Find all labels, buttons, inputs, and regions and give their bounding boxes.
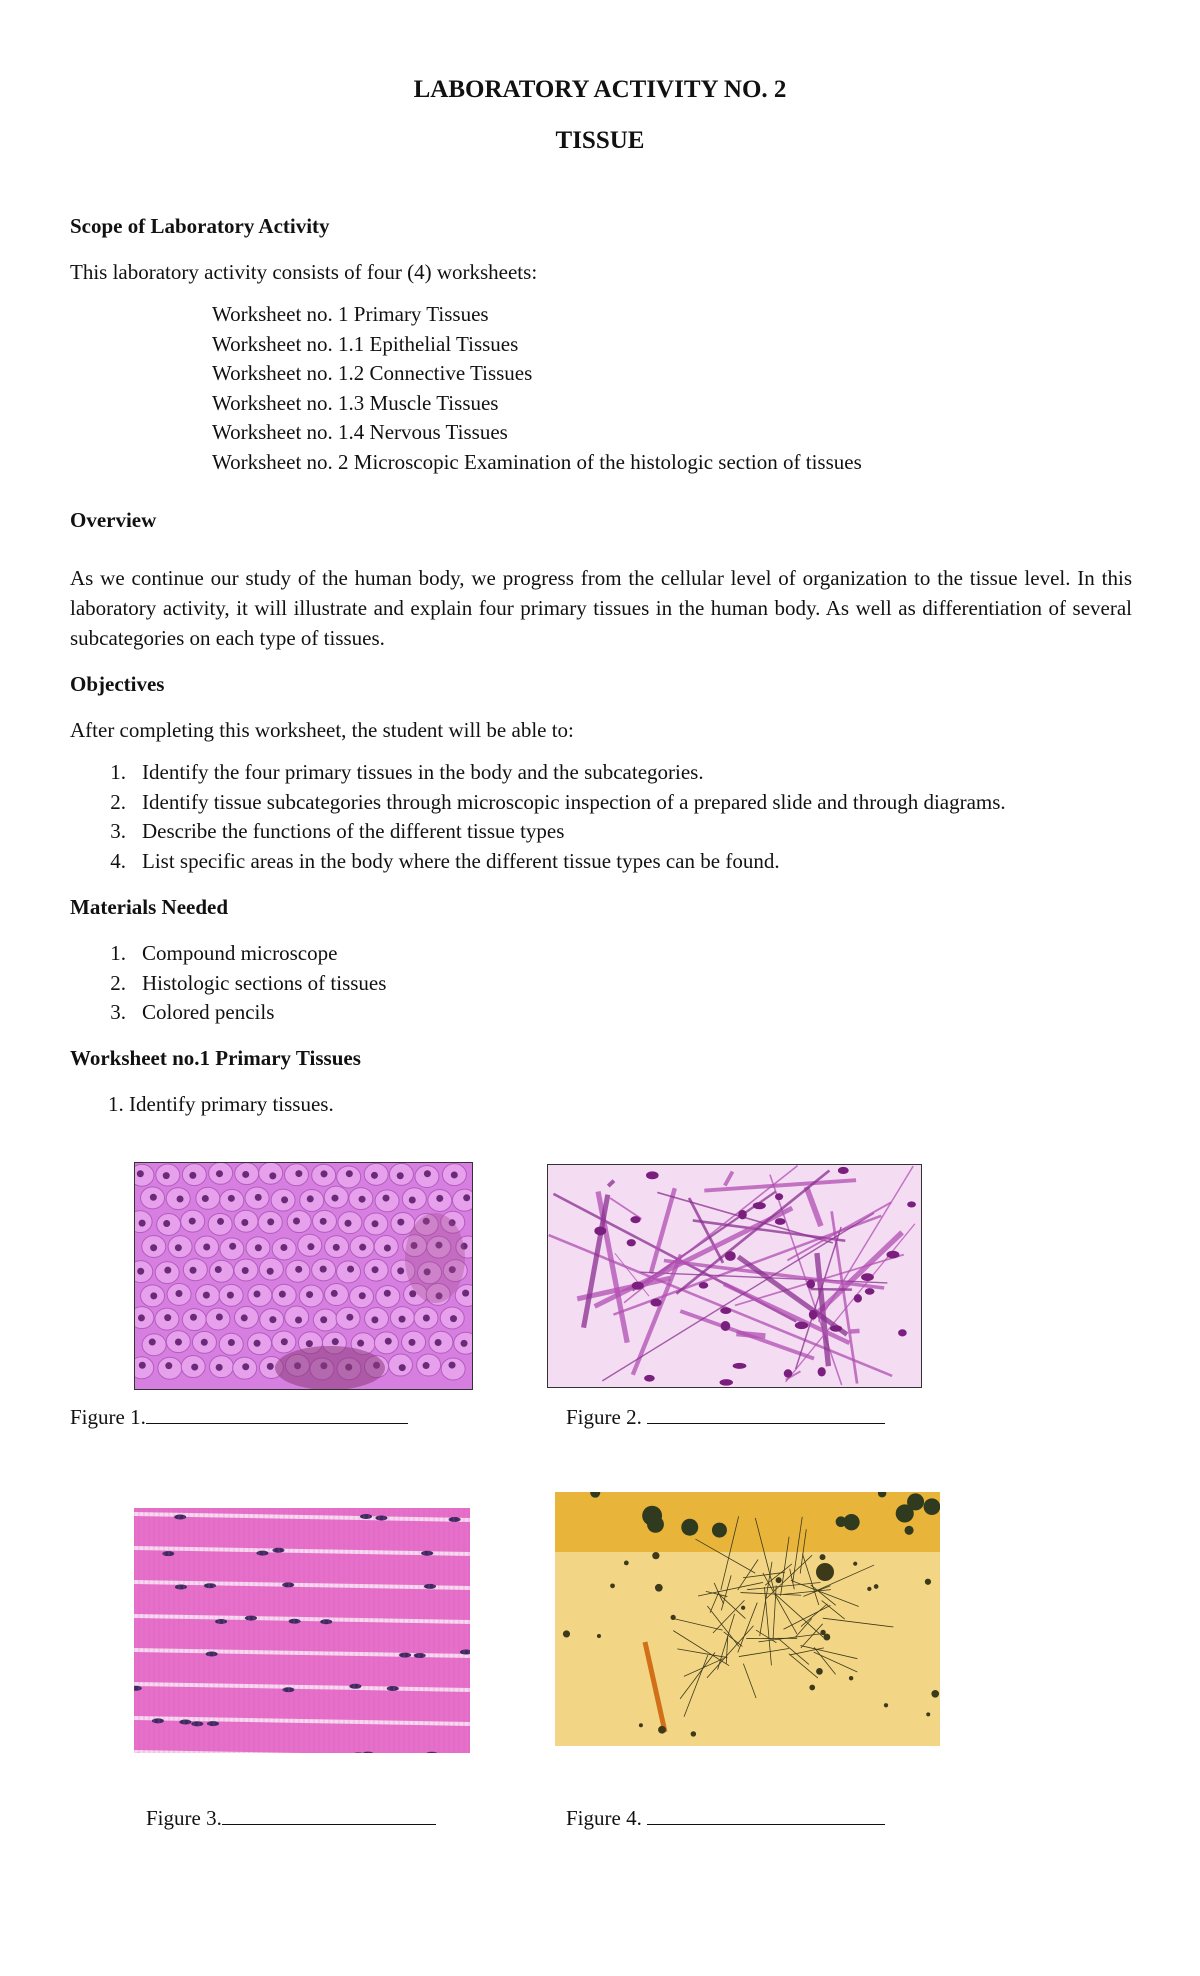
page-title: LABORATORY ACTIVITY NO. 2 <box>413 76 787 103</box>
worksheet-list-item: Worksheet no. 1.4 Nervous Tissues <box>212 420 508 445</box>
list-item: 2. Identify tissue subcategories through microscopic inspection of a prepared slide and through diagrams. <box>110 789 1006 814</box>
nervous-tissue-image <box>555 1492 940 1746</box>
objectives-intro: After completing this worksheet, the student will be able to: <box>70 718 574 742</box>
worksheet-list <box>212 300 862 478</box>
overview-heading: Overview <box>70 508 157 532</box>
figure-4-caption: Figure 4. <box>566 1804 885 1834</box>
materials-heading: Materials Needed <box>70 895 229 919</box>
epithelial-tissue-image <box>134 1162 473 1390</box>
worksheet-list-item: Worksheet no. 1.3 Muscle Tissues <box>212 390 499 415</box>
list-item: 3. Colored pencils <box>110 1000 275 1025</box>
worksheet1-heading: Worksheet no.1 Primary Tissues <box>70 1046 361 1070</box>
list-item: 4. List specific areas in the body where the different tissue types can be found. <box>110 848 780 873</box>
figure-3-answer-line[interactable] <box>222 1804 436 1825</box>
muscle-tissue-image <box>134 1508 470 1753</box>
list-item: 1. Identify the four primary tissues in the body and the subcategories. <box>110 760 704 784</box>
objectives-list <box>70 758 1006 876</box>
worksheet-list-item: Worksheet no. 1 Primary Tissues <box>212 302 489 326</box>
worksheet1-instruction: 1. Identify primary tissues. <box>108 1092 334 1116</box>
materials-list <box>70 939 386 1028</box>
list-item: 1. Compound microscope <box>110 941 338 965</box>
figure-2-answer-line[interactable] <box>647 1403 885 1424</box>
scope-heading: Scope of Laboratory Activity <box>70 214 330 238</box>
list-item: 3. Describe the functions of the different tissue types <box>110 819 565 844</box>
objectives-heading: Objectives <box>70 672 165 696</box>
page-subtitle: TISSUE <box>555 127 645 154</box>
worksheet-list-item: Worksheet no. 1.1 Epithelial Tissues <box>212 331 519 356</box>
worksheet-list-item: Worksheet no. 2 Microscopic Examination of the histologic section of tissues <box>212 449 862 474</box>
scope-intro: This laboratory activity consists of four (4) worksheets: <box>70 260 538 284</box>
figure-3-caption: Figure 3. <box>146 1804 436 1834</box>
overview-paragraph: As we continue our study of the human body, we progress from the cellular level of organization to the tissue level. In this laboratory activity, it will illustrate and explain four primary tissues in the human body. As well as differentiation of several subcategories on each type of tissues. <box>70 566 1132 650</box>
figure-4-answer-line[interactable] <box>647 1804 885 1825</box>
list-item: 2. Histologic sections of tissues <box>110 970 387 995</box>
connective-tissue-image <box>547 1164 922 1388</box>
figure-1-answer-line[interactable] <box>146 1403 408 1424</box>
figure-2-caption: Figure 2. <box>566 1403 885 1433</box>
figure-1-caption: Figure 1. <box>70 1403 408 1433</box>
worksheet-list-item: Worksheet no. 1.2 Connective Tissues <box>212 361 533 386</box>
